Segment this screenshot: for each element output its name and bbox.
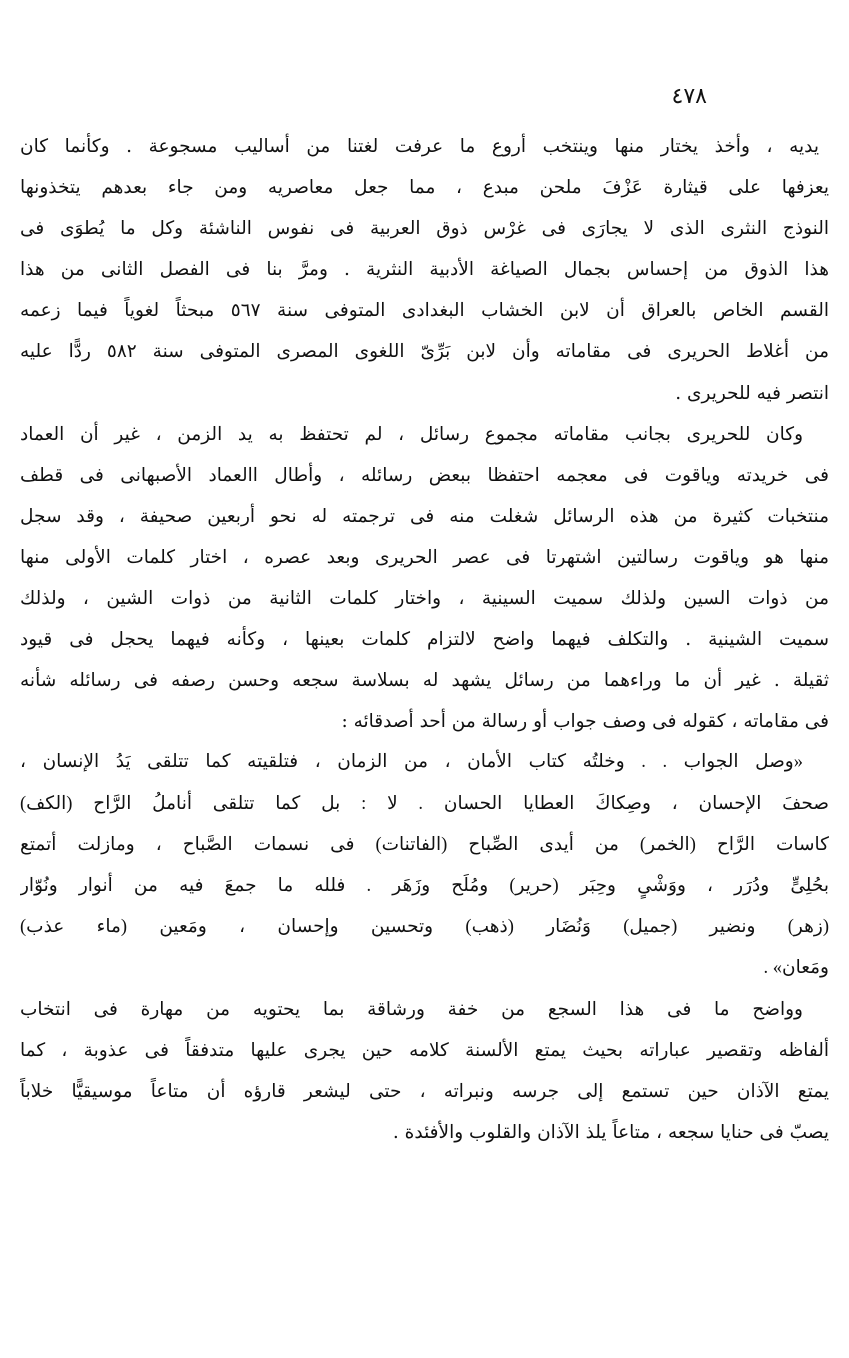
text-line: منتخبات كثيرة من هذه الرسائل شغلت منه فى ترجمته له نحو أربعين صحيفة ، وقد سجل (20, 505, 829, 527)
text-line: هذا الذوق من إحساس بجمال الصياغة الأدبية النثرية . ومرَّ بنا فى الفصل الثانى من هذا (20, 259, 829, 281)
text-line: من أغلاط الحريرى فى مقاماته وأن لابن بَرِّىّ اللغوى المصرى المتوفى سنة ٥٨٢ ردًّا عليه (20, 341, 829, 363)
quote-line: صحفَ الإحسان ، وصِكاكَ العطايا الحسان . لا : بل كما تتلقى أناملُ الرَّاح (الكف) (20, 793, 829, 814)
text-line: ثقيلة . غير أن ما وراءهما من رسائل يشهد له بسلاسة سجعه وحسن رصفه فى رسائله شأنه (20, 670, 829, 692)
text-line: وكان للحريرى بجانب مقاماته مجموع رسائل ، لم تحتفظ به يد الزمن ، غير أن العماد (20, 423, 803, 445)
text-line: وواضح ما فى هذا السجع من خفة ورشاقة بما يحتويه من مهارة فى انتخاب (20, 998, 803, 1020)
text-line: فى خريدته وياقوت فى معجمه احتفظا ببعض رسائله ، وأطال االعماد الأصبهانى فى قطف (20, 464, 829, 486)
text-line: سميت الشينية . والتكلف فيهما واضح لالتزام كلمات بعينها ، وكأنه فيهما يحجل فى قيود (20, 629, 829, 651)
text-line: يديه ، وأخذ يختار منها وينتخب أروع ما عرفت لغتنا من أساليب مسجوعة . وكأنما كان (20, 136, 819, 157)
text-line: القسم الخاص بالعراق أن لابن الخشاب البغدادى المتوفى سنة ٥٦٧ مبحثاً لغوياً فيما زعمه (20, 300, 829, 322)
text-line: فى مقاماته ، كقوله فى وصف جواب أو رسالة من أحد أصدقائه : (341, 711, 829, 733)
page-number: ٤٧٨ (671, 84, 707, 109)
quote-line: بحُلِىٍّ ودُرَر ، ووَشْىٍ وحِبَر (حرير) ومُلَح وزَهَر . فلله ما جمعَ فيه من أنوار ونُوّار (20, 875, 829, 896)
quote-line: «وصل الجواب . . وخلتُه كتاب الأمان ، من الزمان ، فتلقيته كما تتلقى يَدُ الإنسان ، (20, 752, 803, 773)
text-line: النوذج النثرى الذى لا يجارَى فى غرْس ذوق العربية فى نفوس الناشئة وكل ما يُطوَى فى (20, 218, 829, 240)
quote-line: ومَعان» . (763, 957, 829, 978)
text-line: منها هو وياقوت رسالتين اشتهرتا فى عصر الحريرى وبعد عصره ، اختار كلمات الأولى منها (20, 546, 829, 568)
text-line: يعزفها على قيثارة عَزْفَ ملحن مبدع ، مما جعل معاصريه ومن جاء بعدهم يتخذونها (20, 177, 829, 199)
text-line: من ذوات السين ولذلك سميت السينية ، واختار كلمات الثانية من ذوات الشين ، ولذلك (20, 588, 829, 610)
text-line: يمتع الآذان حين تستمع إلى جرسه ونبراته ، حتى ليشعر قارؤه أن متاعاً موسيقيًّا خلاباً (20, 1081, 829, 1103)
body-text (20, 126, 829, 1153)
text-line: انتصر فيه للحريرى . (675, 382, 829, 404)
text-line: يصبّ فى حنايا سجعه ، متاعاً يلذ الآذان والقلوب والأفئدة . (392, 1122, 829, 1144)
text-line: ألفاظه وتقصير عباراته بحيث يمتع الألسنة كلامه حين يجرى عليها متدفقاً فى عذوبة ، كما (20, 1040, 829, 1062)
quote-line: كاسات الرَّاح (الخمر) من أيدى الصِّباح (الفاتنات) فى نسمات الصَّباح ، ومازلت أتمتع (20, 834, 829, 855)
quote-line: (زهر) ونضير (جميل) وَنُضَار (ذهب) وتحسين وإحسان ، ومَعين (ماء عذب) (20, 916, 829, 937)
